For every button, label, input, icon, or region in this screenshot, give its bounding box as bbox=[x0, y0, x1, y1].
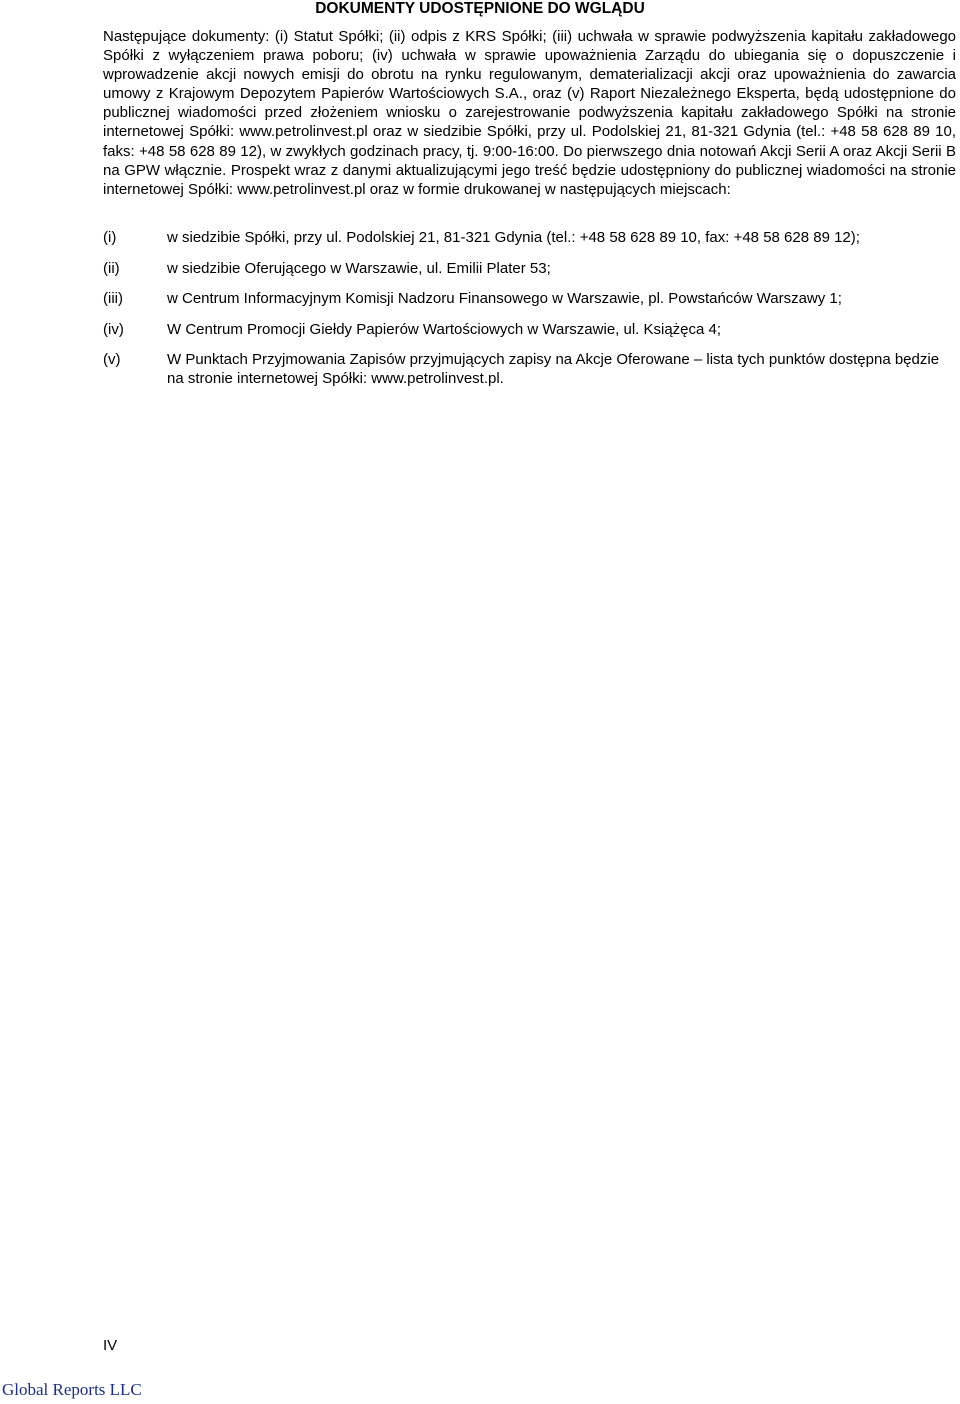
list-item bbox=[103, 289, 956, 308]
page-title: DOKUMENTY UDOSTĘPNIONE DO WGLĄDU bbox=[315, 0, 645, 17]
list-marker: (iv) bbox=[103, 320, 124, 338]
locations-list bbox=[103, 228, 956, 400]
list-item-text: w siedzibie Oferującego w Warszawie, ul. Emilii Plater 53; bbox=[167, 259, 551, 277]
list-marker: (v) bbox=[103, 351, 121, 369]
intro-paragraph: Następujące dokumenty: (i) Statut Spółki; (ii) odpis z KRS Spółki; (iii) uchwała w sprawie podwyższenia kapitału zakładowego Spółki z wyłączeniem prawa poboru; (iv) uchwała w sprawie upoważnienia Zarządu do ubiegania się o dopuszczenie i wprowadzenie akcji nowych emisji do obrotu na rynku regulowanym, dematerializacji akcji oraz upoważnienia do zawarcia umowy z Krajowym Depozytem Papierów Wartościowych S.A., oraz (v) Raport Niezależnego Eksperta, będą udostępnione do publicznej wiadomości przed złożeniem wniosku o zarejestrowanie podwyższenia kapitału zakładowego Spółki na stronie internetowej Spółki: www.petrolinvest.pl oraz w siedzibie Spółki, przy ul. Podolskiej 21, 81-321 Gdynia (tel.: +48 58 628 89 10, faks: +48 58 628 89 12), w zwykłych godzinach pracy, tj. 9:00-16:00. Do pierwszego dnia notowań Akcji Serii A oraz Akcji Serii B na GPW włącznie. Prospekt wraz z danymi aktualizującymi jego treść będzie udostępniony do publicznej wiadomości na stronie internetowej Spółki: www.petrolinvest.pl oraz w formie drukowanej w następujących miejscach: bbox=[103, 28, 956, 198]
list-item bbox=[103, 350, 956, 388]
list-marker: (i) bbox=[103, 229, 117, 246]
list-item bbox=[103, 228, 956, 247]
list-marker: (iii) bbox=[103, 290, 123, 308]
list-item bbox=[103, 320, 956, 339]
list-item bbox=[103, 259, 956, 278]
watermark-text: Global Reports LLC bbox=[2, 1380, 142, 1399]
list-item-text: W Punktach Przyjmowania Zapisów przyjmujących zapisy na Akcje Oferowane – lista tych punktów dostępna będzie na stronie internetowej Spółki: www.petrolinvest.pl. bbox=[167, 351, 940, 388]
list-item-text: w Centrum Informacyjnym Komisji Nadzoru Finansowego w Warszawie, pl. Powstańców Warszawy 1; bbox=[167, 290, 842, 308]
list-marker: (ii) bbox=[103, 259, 120, 277]
page-number: IV bbox=[103, 1337, 118, 1354]
list-item-text: w siedzibie Spółki, przy ul. Podolskiej 21, 81-321 Gdynia (tel.: +48 58 628 89 10, fax: +48 58 628 89 12); bbox=[167, 229, 860, 246]
list-item-text: W Centrum Promocji Giełdy Papierów Wartościowych w Warszawie, ul. Książęca 4; bbox=[167, 320, 722, 338]
